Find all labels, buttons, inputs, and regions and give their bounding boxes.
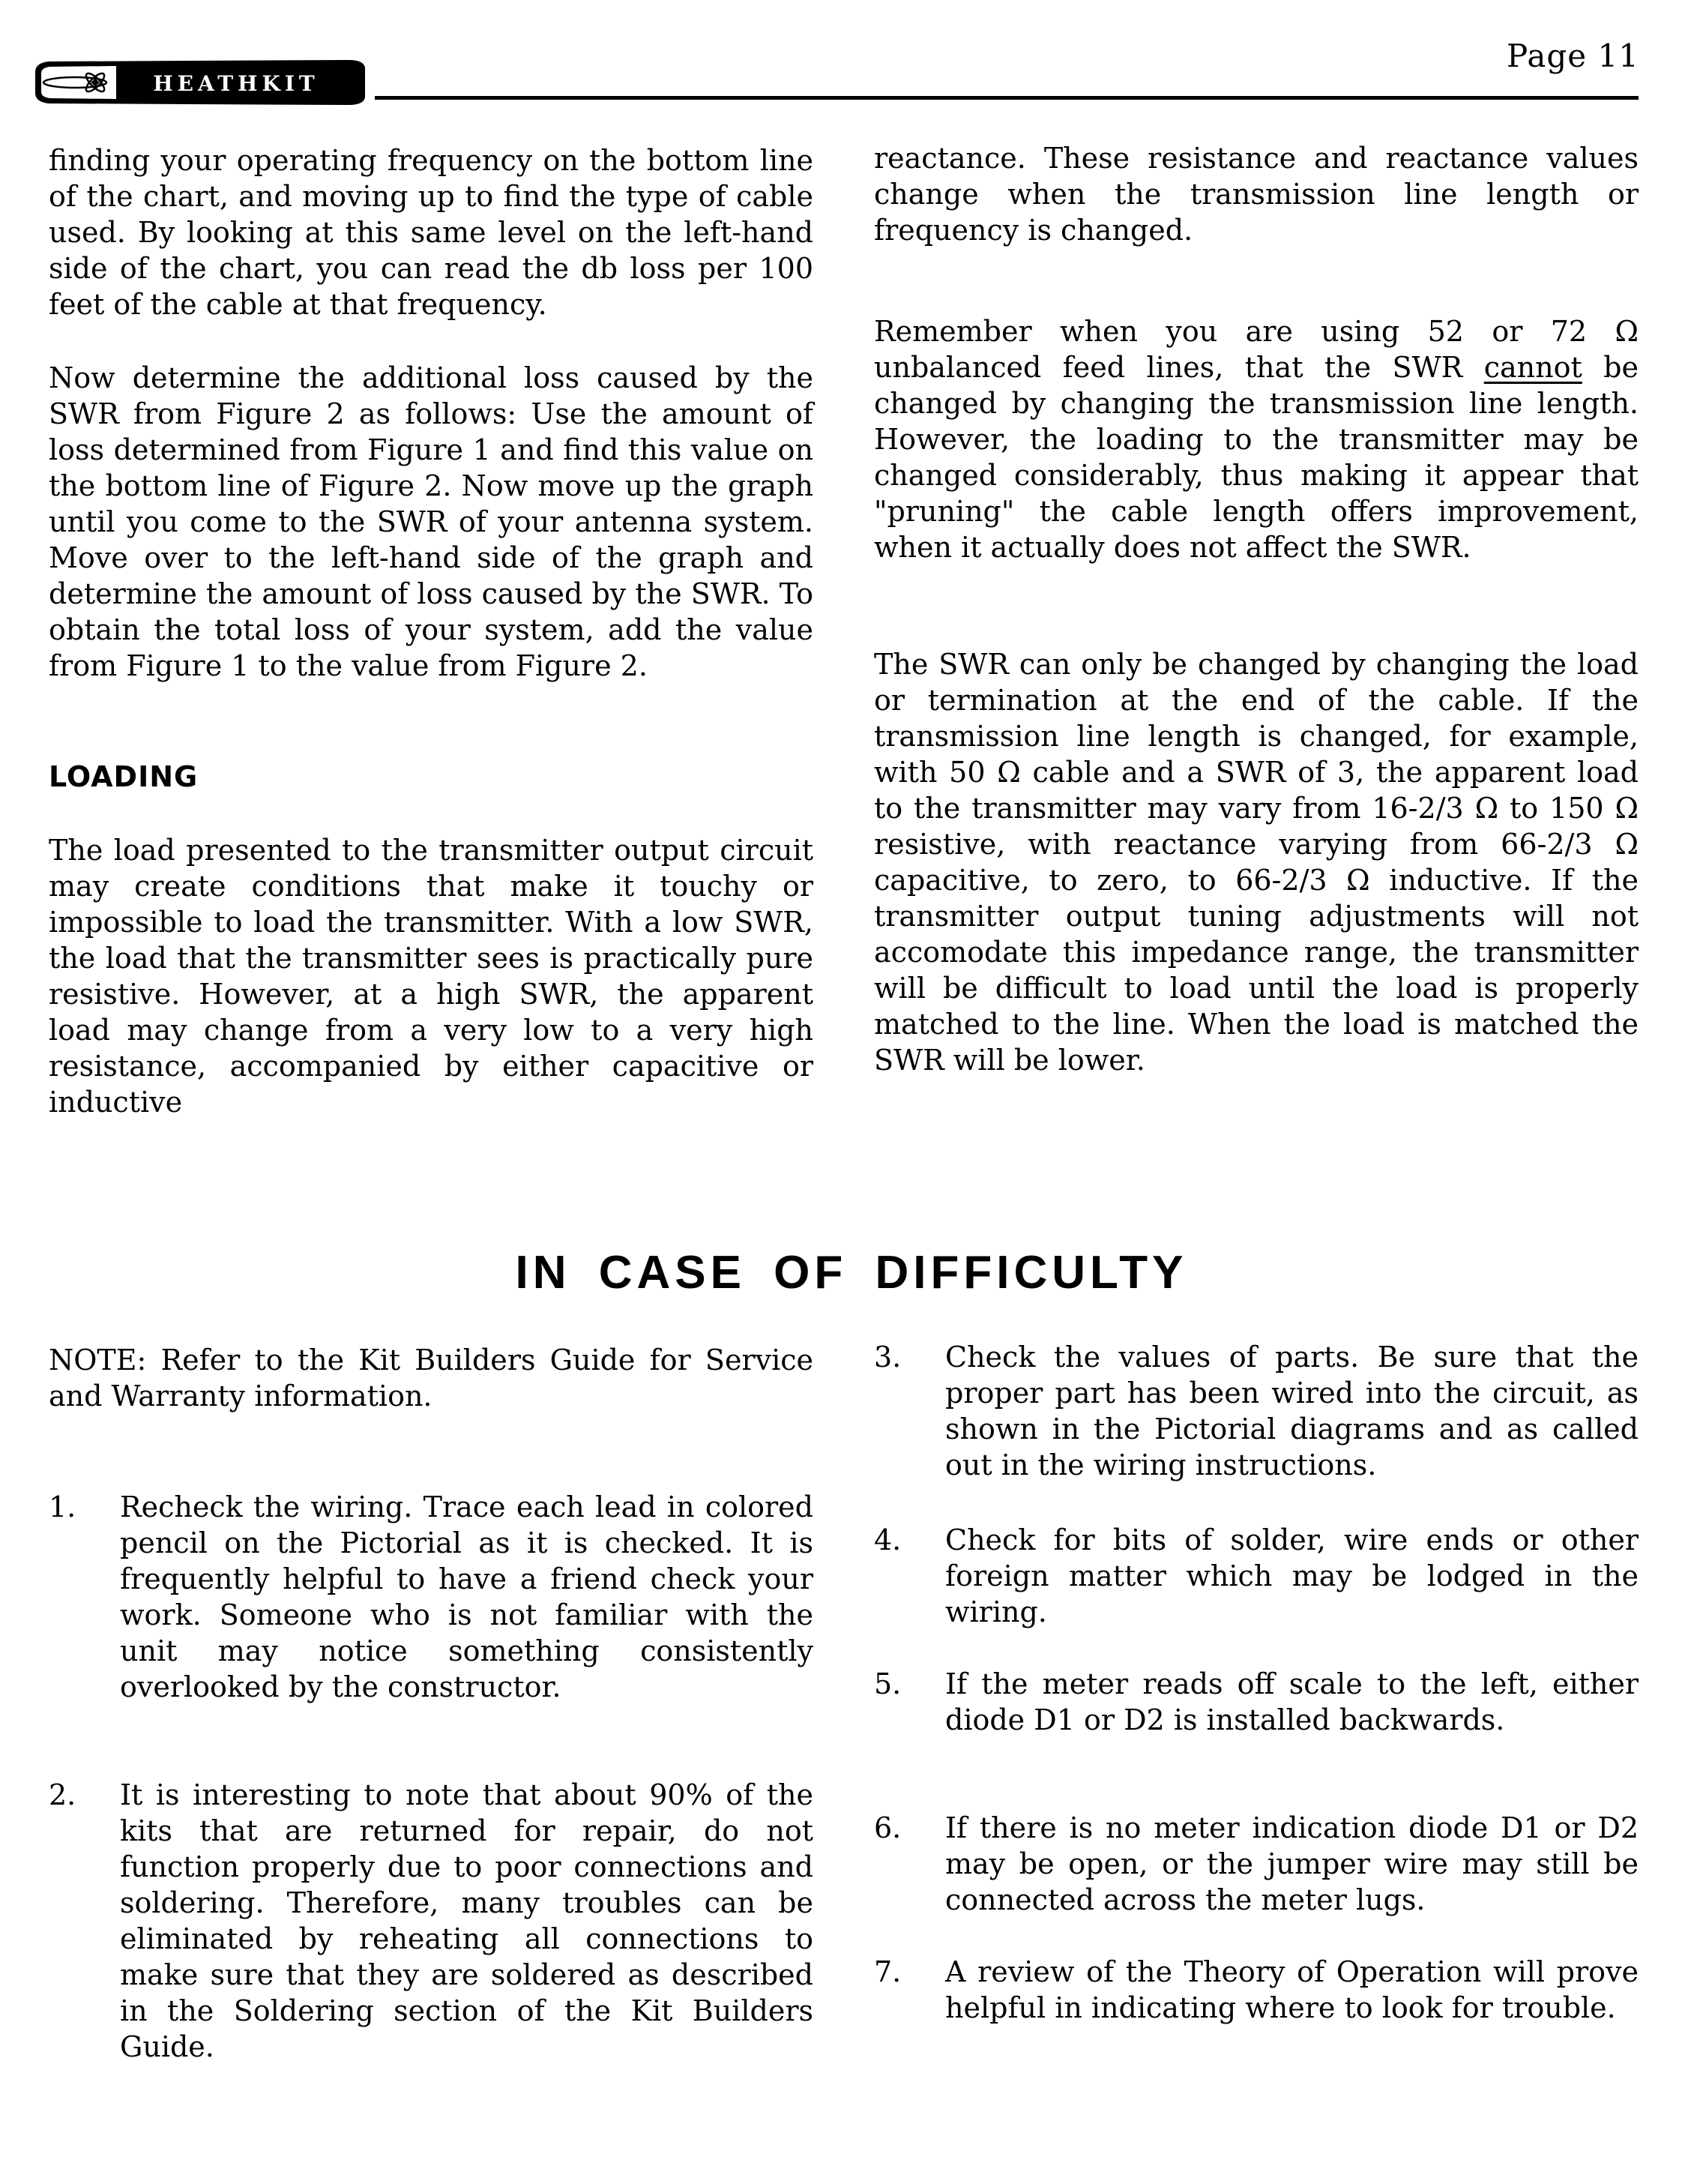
paragraph-text: finding your operating frequency on the bottom line of the chart, and moving up to find the type of cable used. By looking at this same level on the left-hand side of the chart, you can read the db loss per 100 feet of the cable at that frequency.	[49, 144, 813, 321]
item-number: 1.	[49, 1490, 76, 1523]
item-text: Check for bits of solder, wire ends or other foreign matter which may be lodged in the wiring.	[945, 1523, 1639, 1628]
item-number: 6.	[874, 1811, 902, 1844]
item-number: 2.	[49, 1778, 76, 1811]
paragraph-text: Remember when you are using 52 or 72 Ω unbalanced feed lines, that the SWR cannot be changed by changing the transmission line length. However, the loading to the transmitter may be changed considerably, thus making it appear that "pruning" the cable length offers improvement, when it actually does not affect the SWR.	[874, 315, 1639, 564]
heathkit-logo	[34, 57, 379, 109]
paragraph-text: The load presented to the transmitter output circuit may create conditions that make it touchy or impossible to load the transmitter. With a low SWR, the load that the transmitter sees is practically pure resistive. However, at a high SWR, the apparent load may change from a very low to a very high resistance, accompanied by either capacitive or inductive	[49, 834, 813, 1119]
right-column-paragraph-1	[874, 140, 1639, 248]
svg-text:HEATHKIT: HEATHKIT	[153, 71, 319, 96]
note-text: NOTE: Refer to the Kit Builders Guide for Service and Warranty information.	[49, 1344, 813, 1413]
item-text: A review of the Theory of Operation will prove helpful in indicating where to look for trouble.	[945, 1955, 1639, 2024]
item-number: 4.	[874, 1523, 902, 1556]
item-number: 7.	[874, 1955, 902, 1988]
item-number: 5.	[874, 1667, 902, 1700]
heathkit-logo-icon	[34, 57, 379, 109]
section-heading-difficulty: IN CASE OF DIFFICULTY	[515, 1247, 1188, 1299]
item-number: 3.	[874, 1341, 902, 1374]
loading-heading: LOADING	[49, 760, 199, 793]
right-column-paragraph-3	[874, 646, 1639, 1078]
service-note	[49, 1342, 813, 1414]
left-column-paragraph-1	[49, 142, 813, 322]
item-text: It is interesting to note that about 90% of the kits that are returned for repair, do not function properly due to poor connections and soldering. Therefore, many troubles can be eliminated by reheating all connections to make sure that they are soldered as described in the Soldering section of the Kit Builders Guide.	[120, 1778, 813, 2063]
paragraph-text: Now determine the additional loss caused by the SWR from Figure 2 as follows: Use the amount of loss determined from Figure 1 and find this value on the bottom line of Figure 2. Now move up the graph until you come to the SWR of your antenna system. Move over to the left-hand side of the graph and determine the amount of loss caused by the SWR. To obtain the total loss of your system, add the value from Figure 1 to the value from Figure 2.	[49, 361, 813, 682]
paragraph-text: reactance. These resistance and reactance values change when the transmission line length or frequency is changed.	[874, 142, 1639, 247]
item-text: If there is no meter indication diode D1 or D2 may be open, or the jumper wire may still be connected across the meter lugs.	[945, 1811, 1639, 1916]
left-column-paragraph-3	[49, 832, 813, 1120]
header-rule	[375, 96, 1639, 100]
page-number: Page 11	[1507, 37, 1639, 74]
item-text: If the meter reads off scale to the left, either diode D1 or D2 is installed backwards.	[945, 1667, 1639, 1736]
left-column-paragraph-2	[49, 360, 813, 684]
item-text: Check the values of parts. Be sure that the proper part has been wired into the circuit, as shown in the Pictorial diagrams and as called out in the wiring instructions.	[945, 1341, 1639, 1481]
right-column-paragraph-2	[874, 313, 1639, 565]
paragraph-text: The SWR can only be changed by changing the load or termination at the end of the cable. If the transmission line length is changed, for example, with 50 Ω cable and a SWR of 3, the apparent load to the transmitter may vary from 16-2/3 Ω to 150 Ω resistive, with reactance varying from 66-2/3 Ω capacitive, to zero, to 66-2/3 Ω inductive. If the transmitter output tuning adjustments will not accomodate this impedance range, the transmitter will be difficult to load until the load is properly matched to the line. When the load is matched the SWR will be lower.	[874, 648, 1639, 1077]
emphasis-cannot: cannot	[1483, 351, 1582, 384]
item-text: Recheck the wiring. Trace each lead in colored pencil on the Pictorial as it is checked. It is frequently helpful to have a friend check your work. Someone who is not familiar with the unit may notice something consistently overlooked by the constructor.	[120, 1490, 813, 1703]
